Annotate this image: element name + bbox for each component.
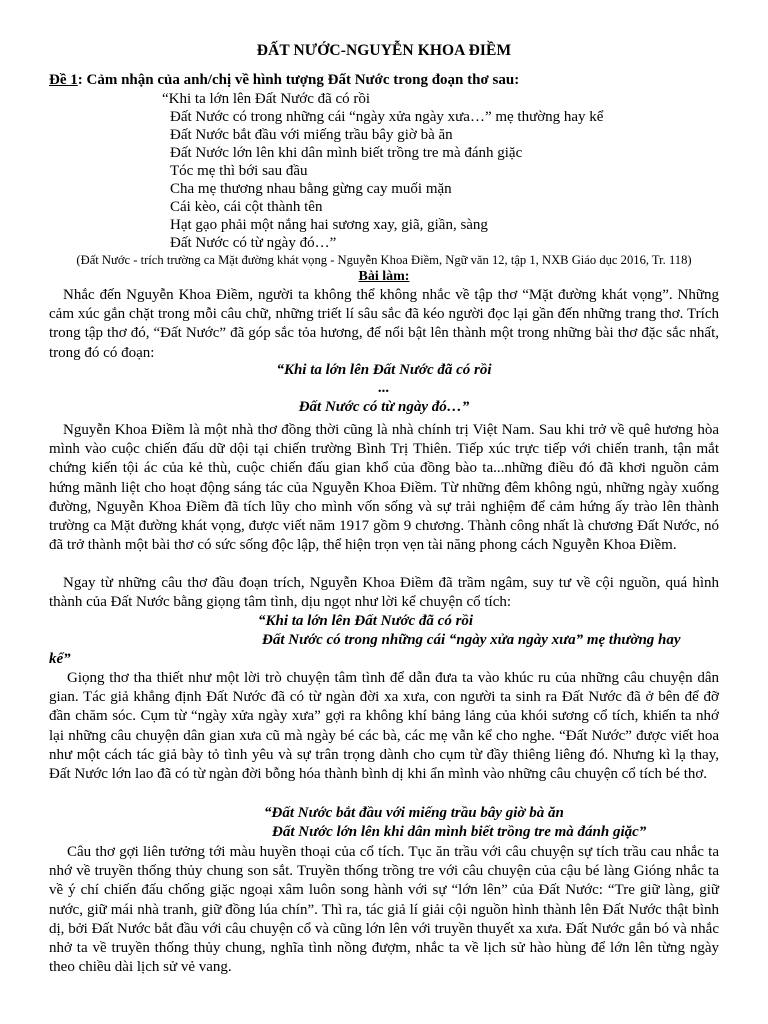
body-paragraph: Ngay từ những câu thơ đầu đoạn trích, Nguyễn Khoa Điềm đã trầm ngâm, suy tư về cội nguồn, quá hình thành của Đất Nước bằng giọng tâm tình, dịu ngọt như lời kể chuyện cổ tích:	[49, 575, 719, 611]
quote-line: Đất Nước có trong những cái “ngày xửa ngày xưa” mẹ thường hay	[262, 632, 681, 648]
quote-line: Đất Nước có từ ngày đó…”	[298, 399, 470, 415]
poem-line: Đất Nước có trong những cái “ngày xửa ngày xưa…” mẹ thường hay kể	[170, 109, 604, 125]
poem-line: Hạt gạo phải một nắng hai sương xay, giã, giần, sàng	[170, 217, 488, 233]
quote-line: Đất Nước lớn lên khi dân mình biết trồng tre mà đánh giặc”	[272, 824, 647, 840]
document-title: ĐẤT NƯỚC-NGUYỄN KHOA ĐIỀM	[256, 42, 512, 59]
poem-line: Cái kèo, cái cột thành tên	[170, 199, 323, 215]
question-label: Đề 1	[49, 72, 78, 88]
quote-line: “Đất Nước bắt đầu với miếng trầu bây giờ bà ăn	[264, 805, 564, 821]
poem-line: Cha mẹ thương nhau bằng gừng cay muối mặn	[170, 181, 452, 197]
poem-line: Đất Nước lớn lên khi dân mình biết trồng tre mà đánh giặc	[170, 145, 523, 161]
answer-heading: Bài làm:	[358, 269, 410, 284]
body-paragraph: Câu thơ gợi liên tưởng tới màu huyền thoại của cổ tích. Tục ăn trầu với câu chuyện sự tích trầu cau nhắc ta nhớ về truyền thống thủy chung son sắt. Truyền thống trồng tre với câu chuyện của cậu bé làng Gióng nhắc ta về ý chí chiến đấu chống giặc ngoại xâm luôn song hành với sự “lớn lên” của Đất Nước: “Tre giữ làng, giữ nước, giữ mái nhà tranh, giữ đồng lúa chín”. Thì ra, tác giả lí giải cội nguồn hình thành lên Đất Nước thật bình dị, bởi Đất Nước bắt đầu với câu chuyện cổ và cũng lớn lên với truyền thuyết xa xưa. Đất Nước gắn bó và nhắc nhở ta về truyền thống thủy chung, nghĩa tình nồng đượm, nhắc ta về lịch sử hào hùng để lớn lên từng ngày theo chiều dài lịch sử vẻ vang.	[49, 844, 719, 976]
poem-line: Đất Nước bắt đầu với miếng trầu bây giờ bà ăn	[170, 127, 453, 143]
poem-source: (Đất Nước - trích trường ca Mặt đường khát vọng - Nguyễn Khoa Điềm, Ngữ văn 12, tập 1, NXB Giáo dục 2016, Tr. 118)	[76, 253, 692, 267]
poem-line: Đất Nước có từ ngày đó…”	[170, 235, 337, 251]
quote-line: “Khi ta lớn lên Đất Nước đã có rồi	[276, 362, 492, 378]
body-paragraph: Nguyễn Khoa Điềm là một nhà thơ đồng thời cũng là nhà chính trị Việt Nam. Sau khi trở về quê hương hòa mình vào cuộc chiến đấu dữ dội tại chiến trường Bình Trị Thiên. Tiếp xúc trực tiếp với chiến tranh, tận mắt chứng kiến tội ác của kẻ thù, cuộc chiến đấu gian khổ của đồng bào ta...những điều đó đã khơi nguồn cảm hứng mãnh liệt cho hoạt động sáng tác của Nguyễn Khoa Điềm. Từ những đêm không ngủ, những ngày xuống đường, Nguyễn Khoa Điềm đã tích lũy cho mình vốn sống và sự trải nghiệm để cảm hứng ấy trào lên thành trường ca Mặt đường khát vọng, được viết năm 1917 gồm 9 chương. Thành công nhất là chương Đất Nước, nó đã trở thành một bài thơ có sức sống độc lập, thể hiện trọn vẹn tài năng phong cách Nguyễn Khoa Điềm.	[49, 422, 719, 554]
question-text: : Cảm nhận của anh/chị về hình tượng Đất Nước trong đoạn thơ sau:	[77, 72, 520, 88]
quote-line: “Khi ta lớn lên Đất Nước đã có rồi	[258, 613, 474, 629]
poem-line: Tóc mẹ thì bới sau đầu	[170, 163, 308, 179]
question-heading	[49, 72, 519, 89]
intro-paragraph: Nhắc đến Nguyễn Khoa Điềm, người ta không thể không nhắc về tập thơ “Mặt đường khát vọng”. Những cảm xúc gắn chặt trong mỗi câu chữ, những triết lí sâu sắc đã kéo người đọc lại gần đến những trang thơ. Trích trong tập thơ đó, “Đất Nước” đã góp sắc tỏa hương, để nổi bật lên thành một trong những bài thơ đặc sắc nhất, trong đó có đoạn:	[49, 287, 719, 361]
quote-ellipsis: ...	[378, 380, 390, 396]
poem-line: “Khi ta lớn lên Đất Nước đã có rồi	[162, 91, 371, 107]
quote-line: kể”	[49, 651, 71, 667]
body-paragraph: Giọng thơ tha thiết như một lời trò chuyện tâm tình để dẫn đưa ta vào khúc ru của những câu chuyện dân gian. Tác giả khẳng định Đất Nước đã có từ ngàn đời xa xưa, con người ta sinh ra Đất Nước đã ở bên để đỡ đần chăm sóc. Cụm từ “ngày xửa ngày xưa” gợi ra không khí bảng lảng của khói sương cổ tích, khiến ta nhớ lại những câu chuyện dân gian xưa cũ mà ngày bé các bà, các mẹ vẫn kể cho nghe. “Đất Nước” được viết hoa như một cách tác giả bày tỏ tình yêu và sự trân trọng dành cho cụm từ đầy thiêng liêng đó. Nhưng kì lạ thay, Đất Nước lớn lao đã có từ ngàn đời bỗng hóa thành bình dị khi ẩn mình vào những câu chuyện cổ tích bé thơ.	[49, 670, 719, 783]
